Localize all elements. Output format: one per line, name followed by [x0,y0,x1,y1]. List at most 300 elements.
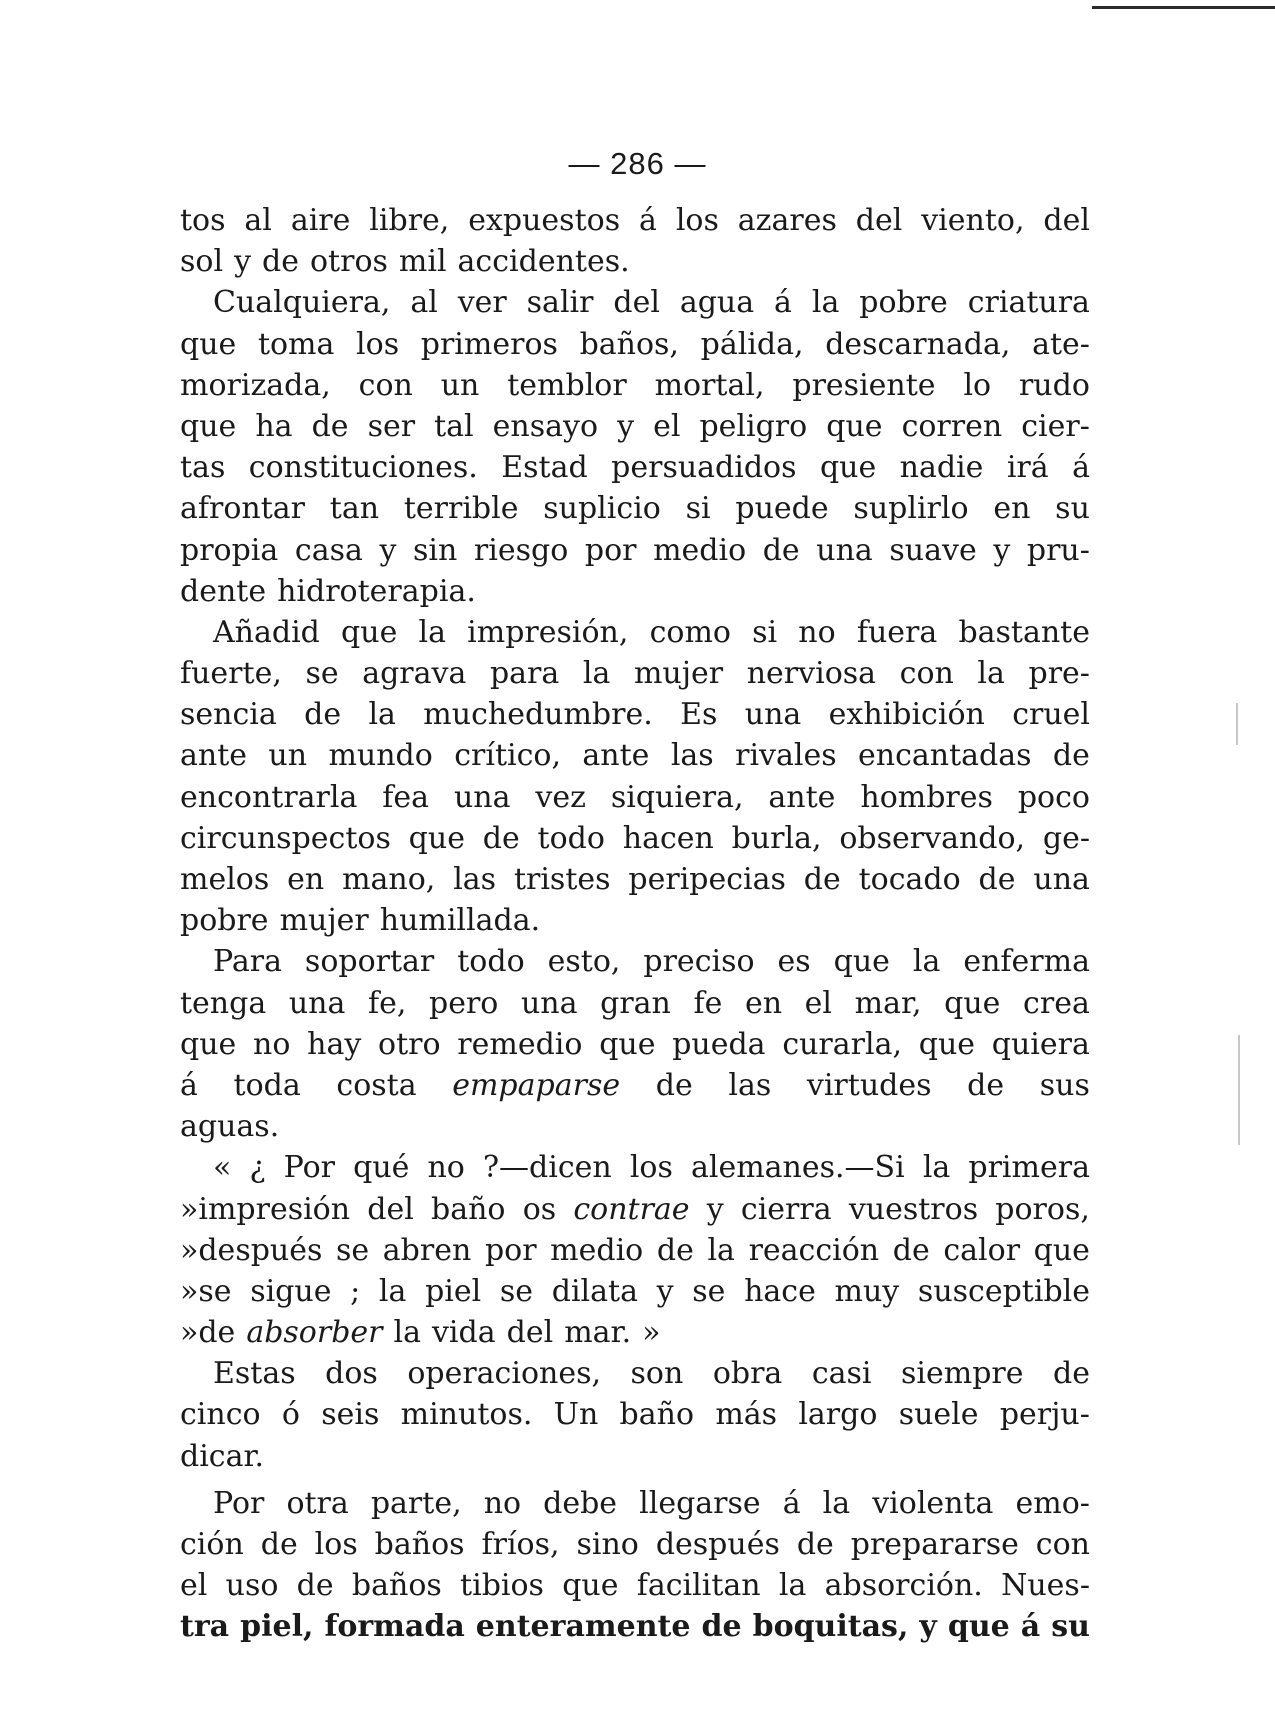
text-line [180,282,1090,323]
word: susceptible [917,1273,1090,1309]
word: « [213,1150,232,1186]
word: la [582,656,611,692]
word: de [482,820,520,856]
word: parte, [370,1485,462,1521]
text-line [180,200,1090,241]
word: cinco [180,1397,261,1433]
word: de [655,1067,693,1103]
word: ge- [1042,820,1090,856]
text-line [180,530,1090,571]
word: libre, [369,203,450,238]
word: »después [180,1232,323,1268]
word: calor [943,1232,1021,1268]
word: expuestos [468,203,621,238]
text-line [180,818,1090,859]
word: prepararse [850,1527,1019,1562]
word: dos [325,1356,378,1392]
word: reacción [748,1232,880,1268]
word: que [944,985,1001,1021]
word: de [1052,738,1090,774]
word: curarla, [782,1026,903,1062]
text-line [180,1065,1090,1106]
word: absorción. [824,1568,983,1604]
word: terrible [403,491,519,527]
top-edge-rule [1092,6,1275,9]
word: de [296,1568,334,1604]
word: mortal, [654,367,765,403]
text-line [180,1353,1090,1394]
word: baños, [579,326,679,362]
text-line [180,612,1090,653]
word: que [819,450,877,486]
word: no [483,1485,522,1521]
word: peligro [699,408,808,444]
word: ser [367,408,416,444]
word: de [656,1232,694,1268]
text-line [180,1271,1090,1312]
word: y [993,532,1011,568]
word: cruel [1012,697,1090,733]
word: por [584,532,637,568]
word: propia [180,532,279,568]
word: soportar [304,944,435,980]
word: para [489,656,560,692]
word: al [410,285,438,321]
word: que [341,614,398,650]
word: ¿ [249,1150,266,1186]
word: el [804,985,833,1021]
word: formada [324,1609,465,1645]
word: sin [413,532,458,568]
word: toma [257,326,335,362]
word: las [728,1067,772,1103]
word: después [655,1527,780,1562]
word: preciso [643,944,755,980]
word: Es [680,697,718,733]
text-line [180,1436,1090,1477]
word: del [613,285,660,321]
word: encantadas [858,738,1032,774]
word: mil [398,244,447,280]
word: siquiera, [610,779,744,815]
word: »de [180,1315,236,1351]
text-line [180,406,1090,447]
word: la [418,614,446,650]
word: vuestros [848,1191,979,1227]
word: suave [889,532,977,568]
word: pálida, [700,326,804,362]
word: una [288,985,346,1021]
word: aire [290,203,351,238]
word: piel [425,1273,482,1309]
word: un [268,738,308,774]
text-line [180,324,1090,365]
word: rudo [1018,367,1090,403]
word: tan [329,491,380,527]
word: es [777,944,811,980]
word: lo [963,367,992,403]
word: mujer [279,903,369,939]
word: la [912,944,941,980]
word: una [816,532,873,568]
word: agua [679,285,755,321]
word: pobre [859,285,948,321]
word: cierra [740,1191,832,1227]
text-line [180,1312,1090,1353]
word: tas [180,450,226,486]
word: que [562,1568,619,1604]
word: descarnada, [825,326,1011,362]
word: perju- [999,1397,1090,1433]
word: por [484,1232,537,1268]
word: »se [180,1273,232,1309]
word: muchedumbre. [423,697,653,733]
word: fuera [856,614,938,650]
word: nadie [899,450,984,486]
word: ó [281,1397,300,1433]
word: minutos. [400,1397,533,1433]
word: virtudes [806,1067,932,1103]
word: rivales [735,738,837,774]
text-line [180,1483,1090,1524]
word: constituciones. [248,450,478,486]
word: » [642,1315,661,1351]
text-line [180,777,1090,818]
word: se [499,1273,534,1309]
text-line [180,1024,1090,1065]
word: tibios [460,1568,544,1604]
word: y [379,532,397,568]
word: que [1033,1232,1090,1268]
word: seis [321,1397,380,1433]
scan-speck [1238,1035,1240,1145]
word: fe, [367,985,407,1021]
word: hombres [860,779,993,815]
word: toda [233,1067,301,1103]
word: en [287,862,325,897]
word: de [967,1067,1005,1103]
text-line [180,1606,1090,1647]
word: alemanes.—Si [690,1150,905,1186]
word: sino [576,1527,639,1562]
word: fríos, [481,1527,560,1562]
word: cier- [1021,408,1090,444]
word: muy [834,1273,900,1309]
word: fuerte, [180,656,282,692]
word: que [180,408,237,444]
word: tos [180,203,226,238]
word: medio [653,532,747,568]
text-line [180,1189,1090,1230]
word: una [1033,862,1090,897]
word: impresión, [467,614,629,650]
word: irá [1006,450,1049,486]
word: como [649,614,731,650]
text-line [180,1230,1090,1271]
word: del [1043,203,1090,238]
word: de [1053,1356,1090,1392]
word: otro [378,1026,441,1062]
word: de [262,244,299,280]
word: riesgo [473,532,569,568]
word: temblor [507,367,627,403]
word: hidroterapia. [277,573,476,609]
word: primeros [420,326,558,362]
text-line [180,859,1090,900]
word: ha [255,408,293,444]
word: peripecias [628,862,786,897]
word: Cualquiera, [213,285,391,321]
word: ción [180,1527,244,1562]
word: de [701,1609,742,1645]
word: humillada. [379,903,541,939]
word: una [744,697,802,733]
word: agrava [362,656,467,692]
word: ver [457,285,507,321]
word: á [639,203,657,238]
word: todo [537,820,605,856]
word: persuadidos [611,450,797,486]
word: con [358,367,413,403]
word: una [520,985,578,1021]
word: el [653,408,681,444]
word: dilata [551,1273,638,1309]
word: dente [180,573,267,609]
word: casi [811,1356,872,1392]
word: absorber [246,1315,383,1351]
word: suplirlo [853,491,969,527]
word: de [978,862,1016,897]
text-line [180,694,1090,735]
word: que [826,408,883,444]
text-line [180,241,1090,282]
word: siempre [901,1356,1024,1392]
word: á [1020,1609,1041,1645]
word: la [368,697,396,733]
word: contrae [573,1191,690,1227]
word: facilitan [636,1568,761,1604]
word: os [522,1191,557,1227]
word: crítico, [454,738,562,774]
word: llegarse [639,1485,761,1521]
word: nerviosa [746,656,877,692]
word: no [427,1150,465,1186]
word: largo [798,1397,878,1433]
word: operaciones, [407,1356,602,1392]
word: á [180,1067,198,1103]
word: á [774,285,792,321]
word: pueda [672,1026,766,1062]
word: y [617,408,635,444]
word: quiera [991,1026,1090,1062]
word: enferma [963,944,1090,980]
word: que [180,1026,237,1062]
word: piel, [240,1609,314,1645]
word: más [715,1397,778,1433]
word: burla, [731,820,822,856]
word: Estas [213,1356,296,1392]
text-line [180,488,1090,529]
word: circunspectos [180,820,391,856]
word: que [599,1026,656,1062]
word: baños [374,1527,465,1562]
word: la [811,285,840,321]
word: con [899,656,954,692]
word: mundo [328,738,433,774]
word: azares [737,203,837,238]
word: ate- [1032,326,1090,362]
word: ensayo [492,408,599,444]
word: mano, [342,862,436,897]
word: la [393,1315,421,1351]
word: bastante [958,614,1090,650]
word: »impresión [180,1191,351,1227]
word: puede [735,491,829,527]
word: que [408,820,465,856]
word: medio [550,1232,644,1268]
word: y [919,1609,937,1645]
word: baños [351,1568,442,1604]
word: los [675,203,719,238]
word: Añadid [213,614,320,650]
word: otra [286,1485,349,1521]
word: no [798,614,836,650]
word: á [782,1485,801,1521]
word: fe [693,985,723,1021]
word: de [260,1527,298,1562]
word: al [244,203,272,238]
word: ?—dicen [482,1150,612,1186]
text-line [180,941,1090,982]
word: sencia [180,697,277,733]
word: en [744,985,783,1021]
word: sigue [250,1273,332,1309]
word: tenga [180,985,267,1021]
word: de [803,862,841,897]
word: mar, [854,985,922,1021]
text-line [180,1106,1090,1147]
word: se [336,1232,370,1268]
word: crea [1023,985,1090,1021]
word: tal [434,408,474,444]
text-line [180,1394,1090,1435]
word: aguas. [180,1109,280,1145]
word: la [378,1273,407,1309]
word: que [833,944,890,980]
text-line [180,1565,1090,1606]
word: suplicio [543,491,661,527]
word: Nues- [1001,1568,1090,1604]
word: esto, [547,944,621,980]
word: abren [382,1232,472,1268]
word: ante [768,779,836,815]
word: morizada, [180,367,331,403]
word: hace [744,1273,816,1309]
word: baño [619,1397,695,1433]
word: pobre [180,903,269,939]
word: Para [213,944,282,980]
word: empaparse [452,1067,621,1103]
word: Un [553,1397,599,1433]
word: la [707,1232,735,1268]
word: vida [431,1315,496,1351]
word: son [630,1356,684,1392]
text-line [180,365,1090,406]
word: que [947,1609,1010,1645]
word: y [706,1191,724,1227]
word: Por [283,1150,336,1186]
scan-speck [1236,703,1238,745]
word: á [1072,450,1090,486]
word: sus [1039,1067,1090,1103]
word: la [778,1568,807,1604]
word: del [367,1191,414,1227]
word: accidentes. [457,244,630,280]
word: de [304,697,342,733]
text-line [180,735,1090,776]
word: afrontar [180,491,305,527]
word: las [670,738,714,774]
word: salir [526,285,594,321]
word: encontrarla [180,779,358,815]
text-line [180,1524,1090,1565]
text-line [180,571,1090,612]
word: de [762,532,800,568]
word: primera [968,1150,1090,1186]
word: del [506,1315,554,1351]
word: hay [307,1026,362,1062]
word: enteramente [475,1609,691,1645]
word: en [993,491,1031,527]
word: melos [180,862,270,897]
word: se [692,1273,726,1309]
word: su [1051,1609,1090,1645]
word: se [305,656,339,692]
word: dicar. [180,1438,265,1474]
word: tra [180,1609,230,1645]
word: boquitas, [752,1609,909,1645]
word: de [796,1527,834,1562]
page-number: — 286 — [568,146,707,181]
word: la [822,1485,851,1521]
word: presiente [792,367,936,403]
word: Por [213,1485,265,1521]
text-line [180,1147,1090,1188]
word: que [180,326,237,362]
word: ante [582,738,650,774]
word: viento, [921,203,1025,238]
word: suele [898,1397,979,1433]
word: ; [350,1273,361,1309]
word: y [656,1273,674,1309]
word: con [1035,1527,1090,1562]
word: los [314,1527,358,1562]
word: fea [382,779,430,815]
word: pre- [1028,656,1090,692]
word: gran [600,985,671,1021]
word: ante [180,738,248,774]
word: criatura [967,285,1090,321]
word: una [453,779,511,815]
word: observando, [839,820,1026,856]
word: tocado [858,862,961,897]
word: la [977,656,1005,692]
word: de [892,1232,930,1268]
word: sol [180,244,224,280]
word: tristes [513,862,611,897]
word: mar. [564,1315,632,1351]
word: poco [1017,779,1090,815]
